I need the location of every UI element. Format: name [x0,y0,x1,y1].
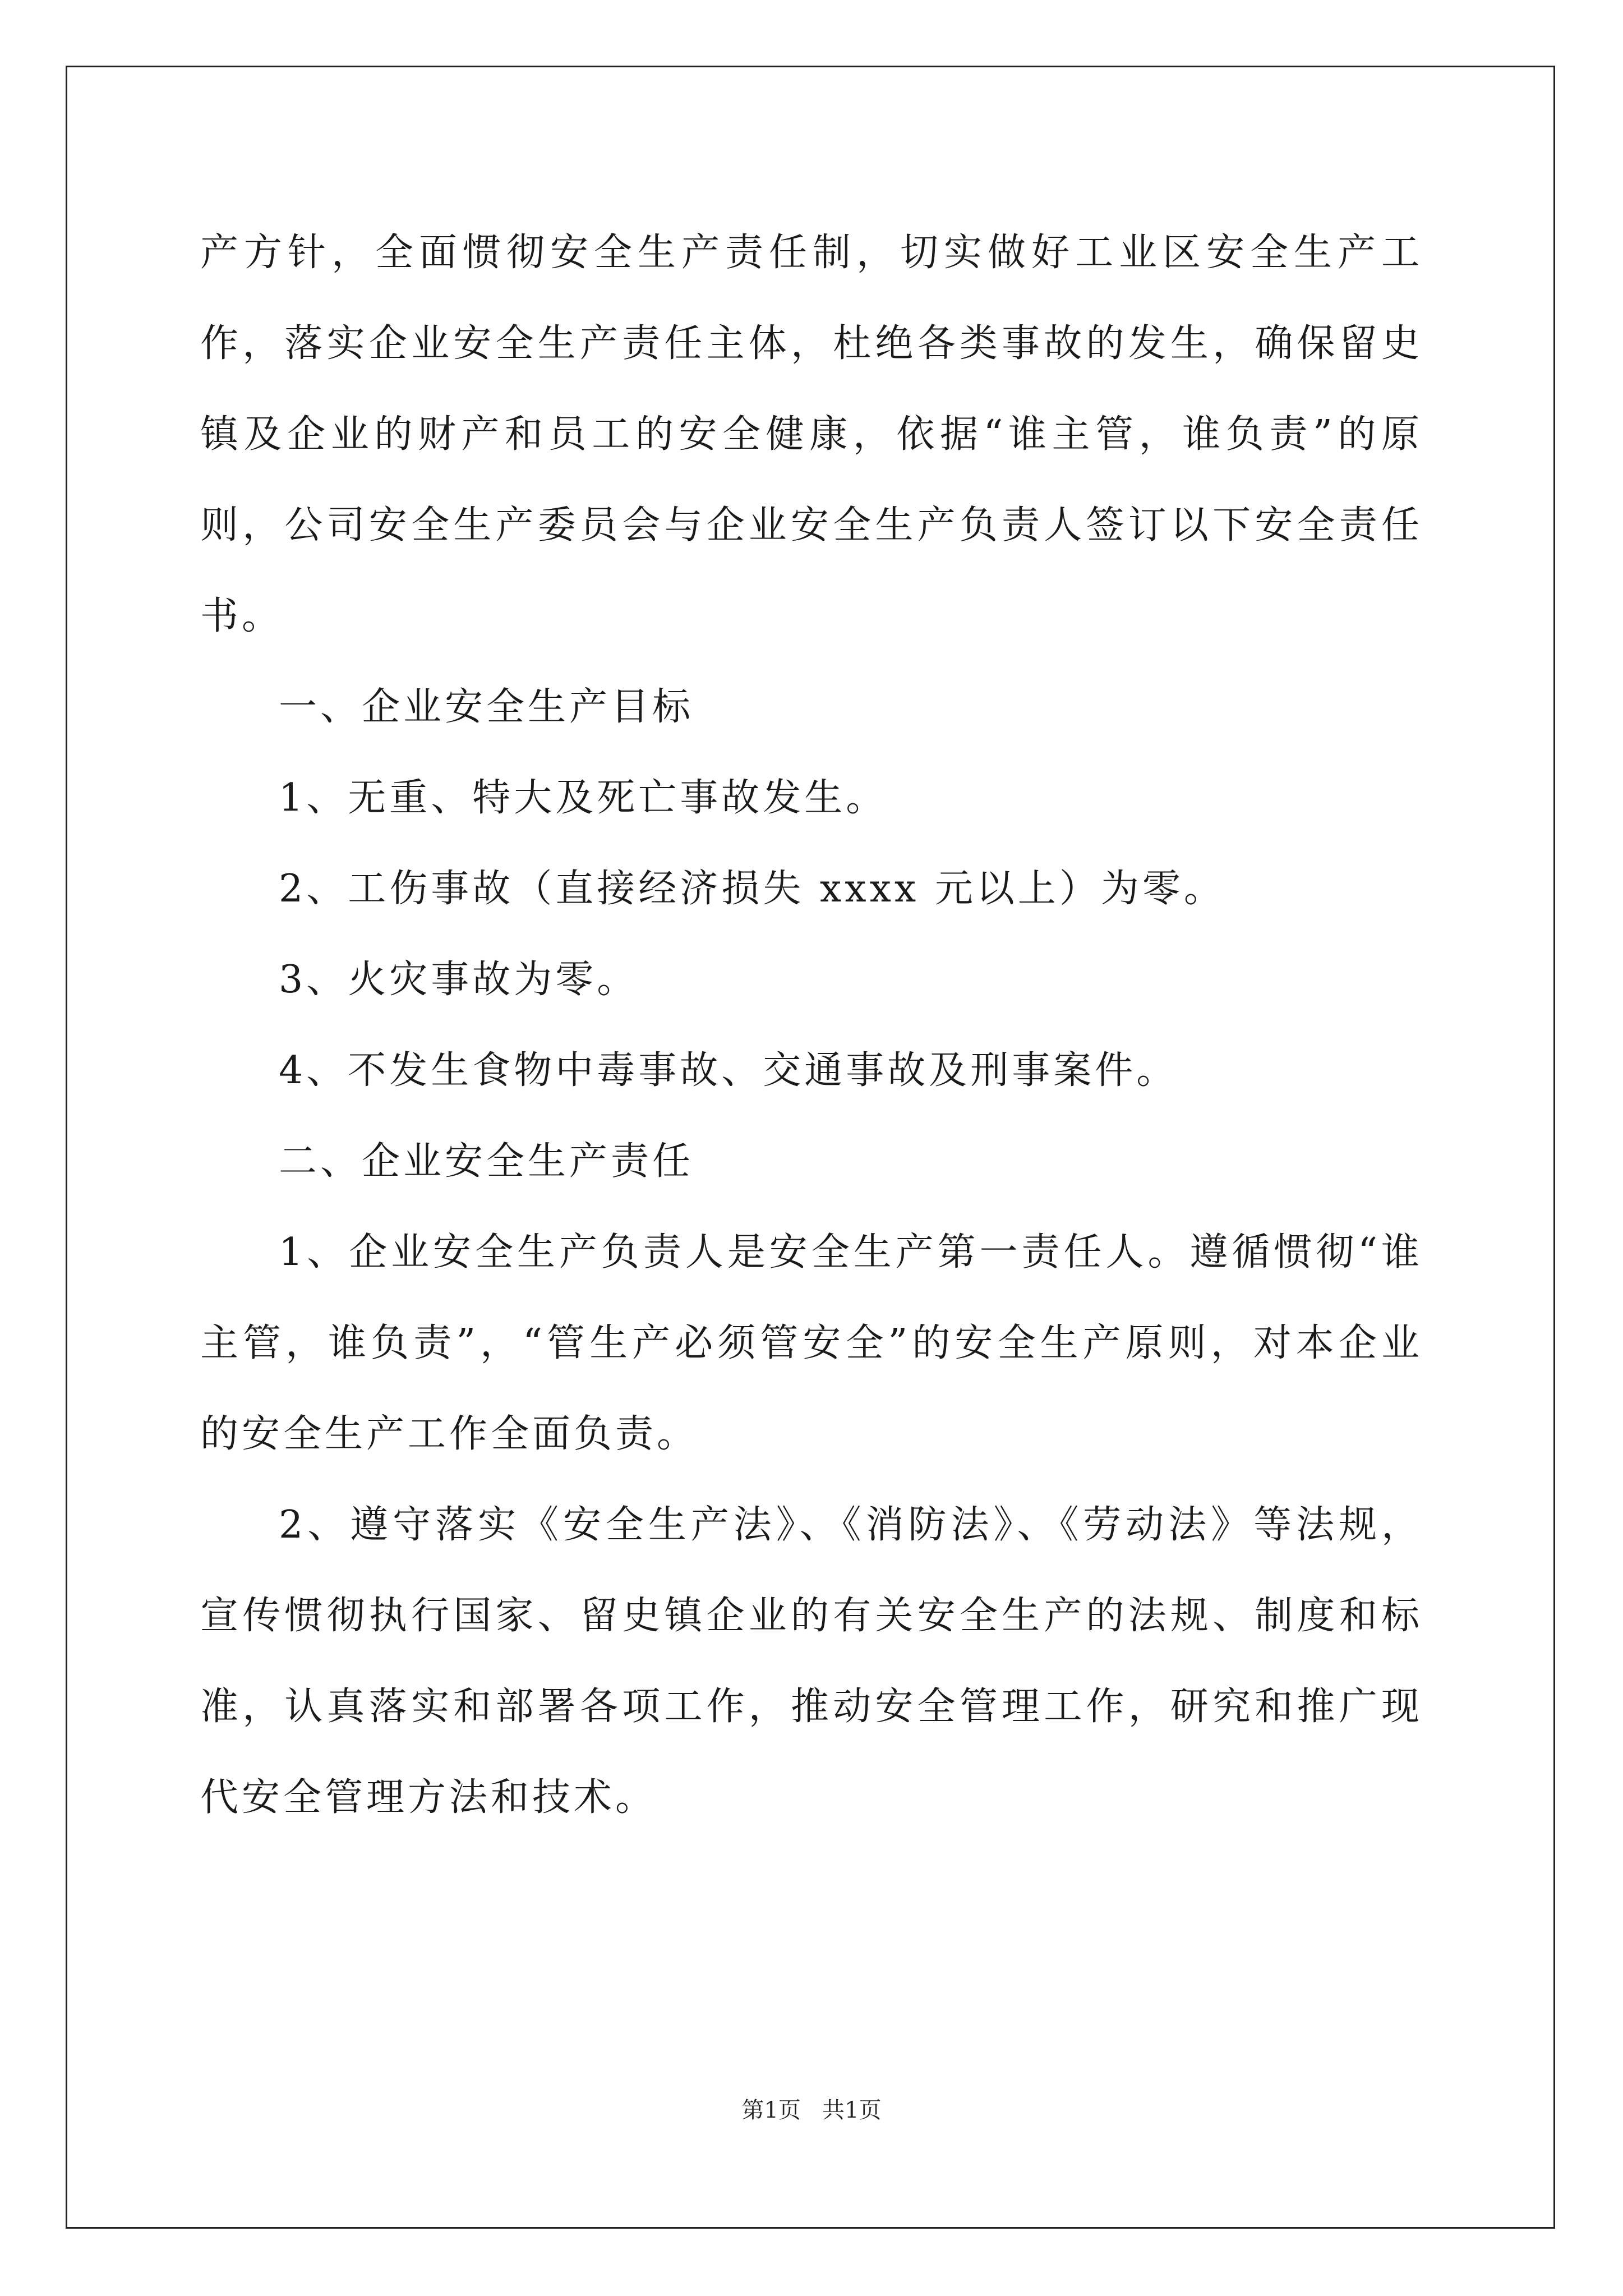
heading-safety-responsibility: 二、企业安全生产责任 [279,1139,694,1184]
goal-item-2: 2、工伤事故（直接经济损失 xxxx 元以上）为零。 [279,867,1225,911]
goal-item-3: 3、火灾事故为零。 [279,958,639,1002]
document-body [200,208,1423,1843]
heading-safety-goals: 一、企业安全生产目标 [279,685,694,729]
goal-item-1: 1、无重、特大及死亡事故发生。 [279,776,888,820]
paragraph-intro: 产方针，全面惯彻安全生产责任制，切实做好工业区安全生产工作，落实企业安全生产责任主体，杜绝各类事故的发生，确保留史镇及企业的财产和员工的安全健康，依据“谁主管，谁负责”的原则，公司安全生产委员会与企业安全生产负责人签订以下安全责任书。 [200,231,1423,638]
responsibility-item-2: 2、遵守落实《安全生产法》、《消防法》、《劳动法》等法规，宣传惯彻执行国家、留史镇企业的有关安全生产的法规、制度和标准，认真落实和部署各项工作，推动安全管理工作，研究和推广现代安全管理方法和技术。 [200,1503,1423,1820]
page-number-footer: 第1页 共1页 [741,2097,882,2123]
responsibility-item-1: 1、企业安全生产负责人是安全生产第一责任人。遵循惯彻“谁主管，谁负责”，“管生产必须管安全”的安全生产原则，对本企业的安全生产工作全面负责。 [200,1230,1423,1456]
goal-item-4: 4、不发生食物中毒事故、交通事故及刑事案件。 [279,1048,1178,1093]
